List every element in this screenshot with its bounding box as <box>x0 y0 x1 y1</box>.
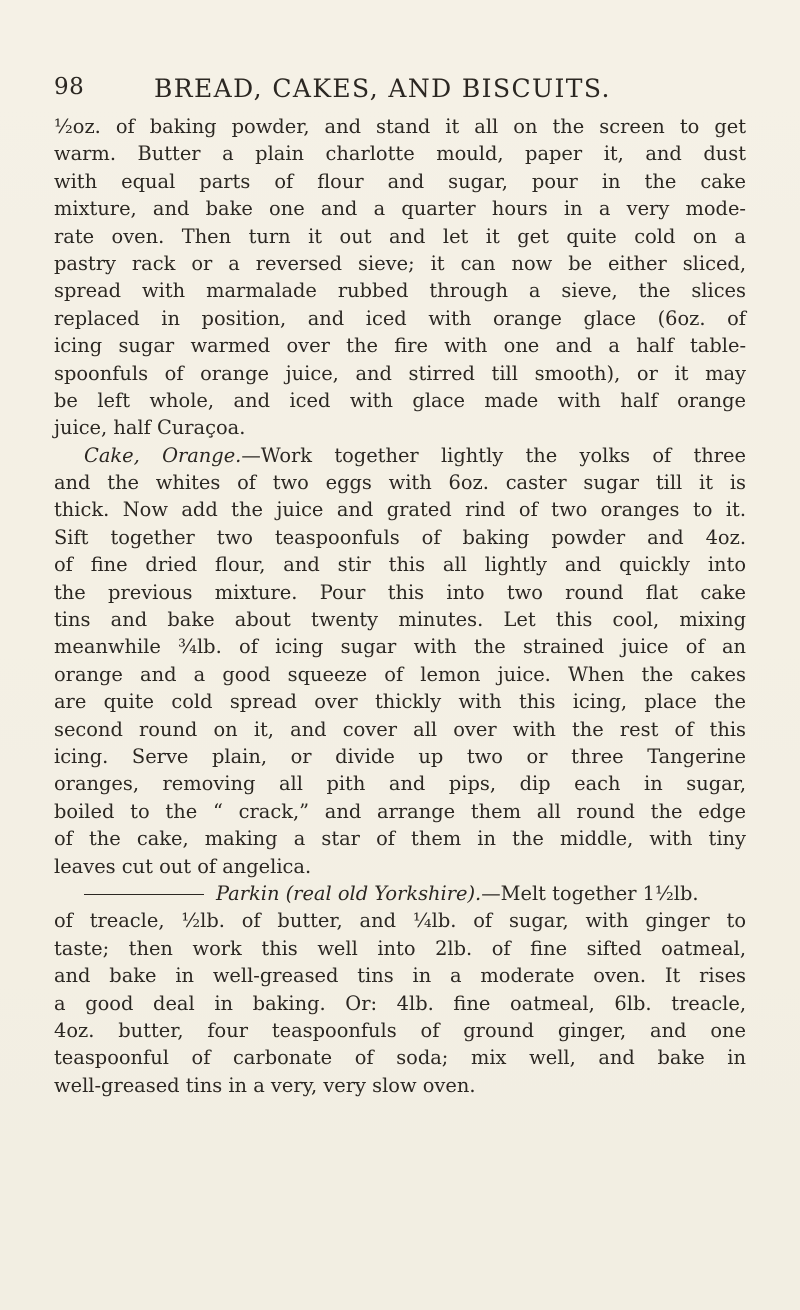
recipe-first-line <box>54 880 746 907</box>
recipe-intro-text: —Work together lightly the yolks of three <box>241 443 747 467</box>
book-title: BREAD, CAKES, AND BISCUITS. <box>154 74 611 103</box>
text-line: and the whites of two eggs with 6oz. caster sugar till it is <box>54 471 746 495</box>
text-line: well-greased tins in a very, very slow oven. <box>54 1073 476 1097</box>
text-line: second round on it, and cover all over with the rest of this <box>54 717 746 741</box>
recipe-heading: Parkin (real old Yorkshire). <box>216 881 482 905</box>
body-text <box>54 113 746 1099</box>
text-line: leaves cut out of angelica. <box>54 854 312 878</box>
text-line: juice, half Curaçoa. <box>54 416 246 440</box>
ditto-rule <box>84 894 204 895</box>
text-line: thick. Now add the juice and grated rind of two oranges to it. <box>54 498 746 522</box>
text-line: of treacle, ½lb. of butter, and ¼lb. of sugar, with ginger to <box>54 909 746 933</box>
text-line: ½oz. of baking powder, and stand it all on the screen to get <box>54 115 746 138</box>
text-line: pastry rack or a reversed sieve; it can now be either sliced, <box>54 251 746 275</box>
text-line: mixture, and bake one and a quarter hours in a very mode- <box>54 197 746 221</box>
recipe-heading: Cake, Orange. <box>84 443 242 467</box>
recipe-parkin <box>54 880 746 1099</box>
text-line: be left whole, and iced with glace made with half orange <box>54 388 746 412</box>
text-line: warm. Butter a plain charlotte mould, paper it, and dust <box>54 142 746 166</box>
text-line: with equal parts of flour and sugar, pour in the cake <box>54 169 746 193</box>
text-line: Sift together two teaspoonfuls of baking powder and 4oz. <box>54 525 746 549</box>
text-line: oranges, removing all pith and pips, dip each in sugar, <box>54 772 746 796</box>
text-line: spread with marmalade rubbed through a sieve, the slices <box>54 279 746 303</box>
text-line: replaced in position, and iced with orange glace (6oz. of <box>54 306 746 330</box>
recipe-cake-orange <box>54 442 746 880</box>
text-line: meanwhile ¾lb. of icing sugar with the strained juice of an <box>54 635 746 659</box>
text-line: the previous mixture. Pour this into two round flat cake <box>54 580 746 604</box>
text-line: of fine dried flour, and stir this all lightly and quickly into <box>54 553 746 577</box>
text-line: are quite cold spread over thickly with this icing, place the <box>54 690 746 714</box>
text-line: tins and bake about twenty minutes. Let this cool, mixing <box>54 608 746 632</box>
text-line: a good deal in baking. Or: 4lb. fine oatmeal, 6lb. treacle, <box>54 991 746 1015</box>
text-line: icing. Serve plain, or divide up two or three Tangerine <box>54 744 746 768</box>
running-head <box>54 74 744 110</box>
text-line: of the cake, making a star of them in the middle, with tiny <box>54 827 746 851</box>
recipe-intro-text: —Melt together 1½lb. <box>481 881 699 905</box>
paragraph-continued-recipe <box>54 113 746 442</box>
text-line: rate oven. Then turn it out and let it get quite cold on a <box>54 224 746 248</box>
text-line: 4oz. butter, four teaspoonfuls of ground ginger, and one <box>54 1018 746 1042</box>
text-line: orange and a good squeeze of lemon juice. When the cakes <box>54 662 746 686</box>
text-line: teaspoonful of carbonate of soda; mix well, and bake in <box>54 1046 746 1070</box>
text-line: spoonfuls of orange juice, and stirred till smooth), or it may <box>54 361 746 385</box>
page-number: 98 <box>54 74 85 100</box>
text-line: taste; then work this well into 2lb. of fine sifted oatmeal, <box>54 936 746 960</box>
recipe-first-line <box>54 442 746 469</box>
text-line: and bake in well-greased tins in a moderate oven. It rises <box>54 964 746 988</box>
text-line: icing sugar warmed over the fire with one and a half table- <box>54 334 746 358</box>
text-line: boiled to the “ crack,” and arrange them all round the edge <box>54 799 746 823</box>
